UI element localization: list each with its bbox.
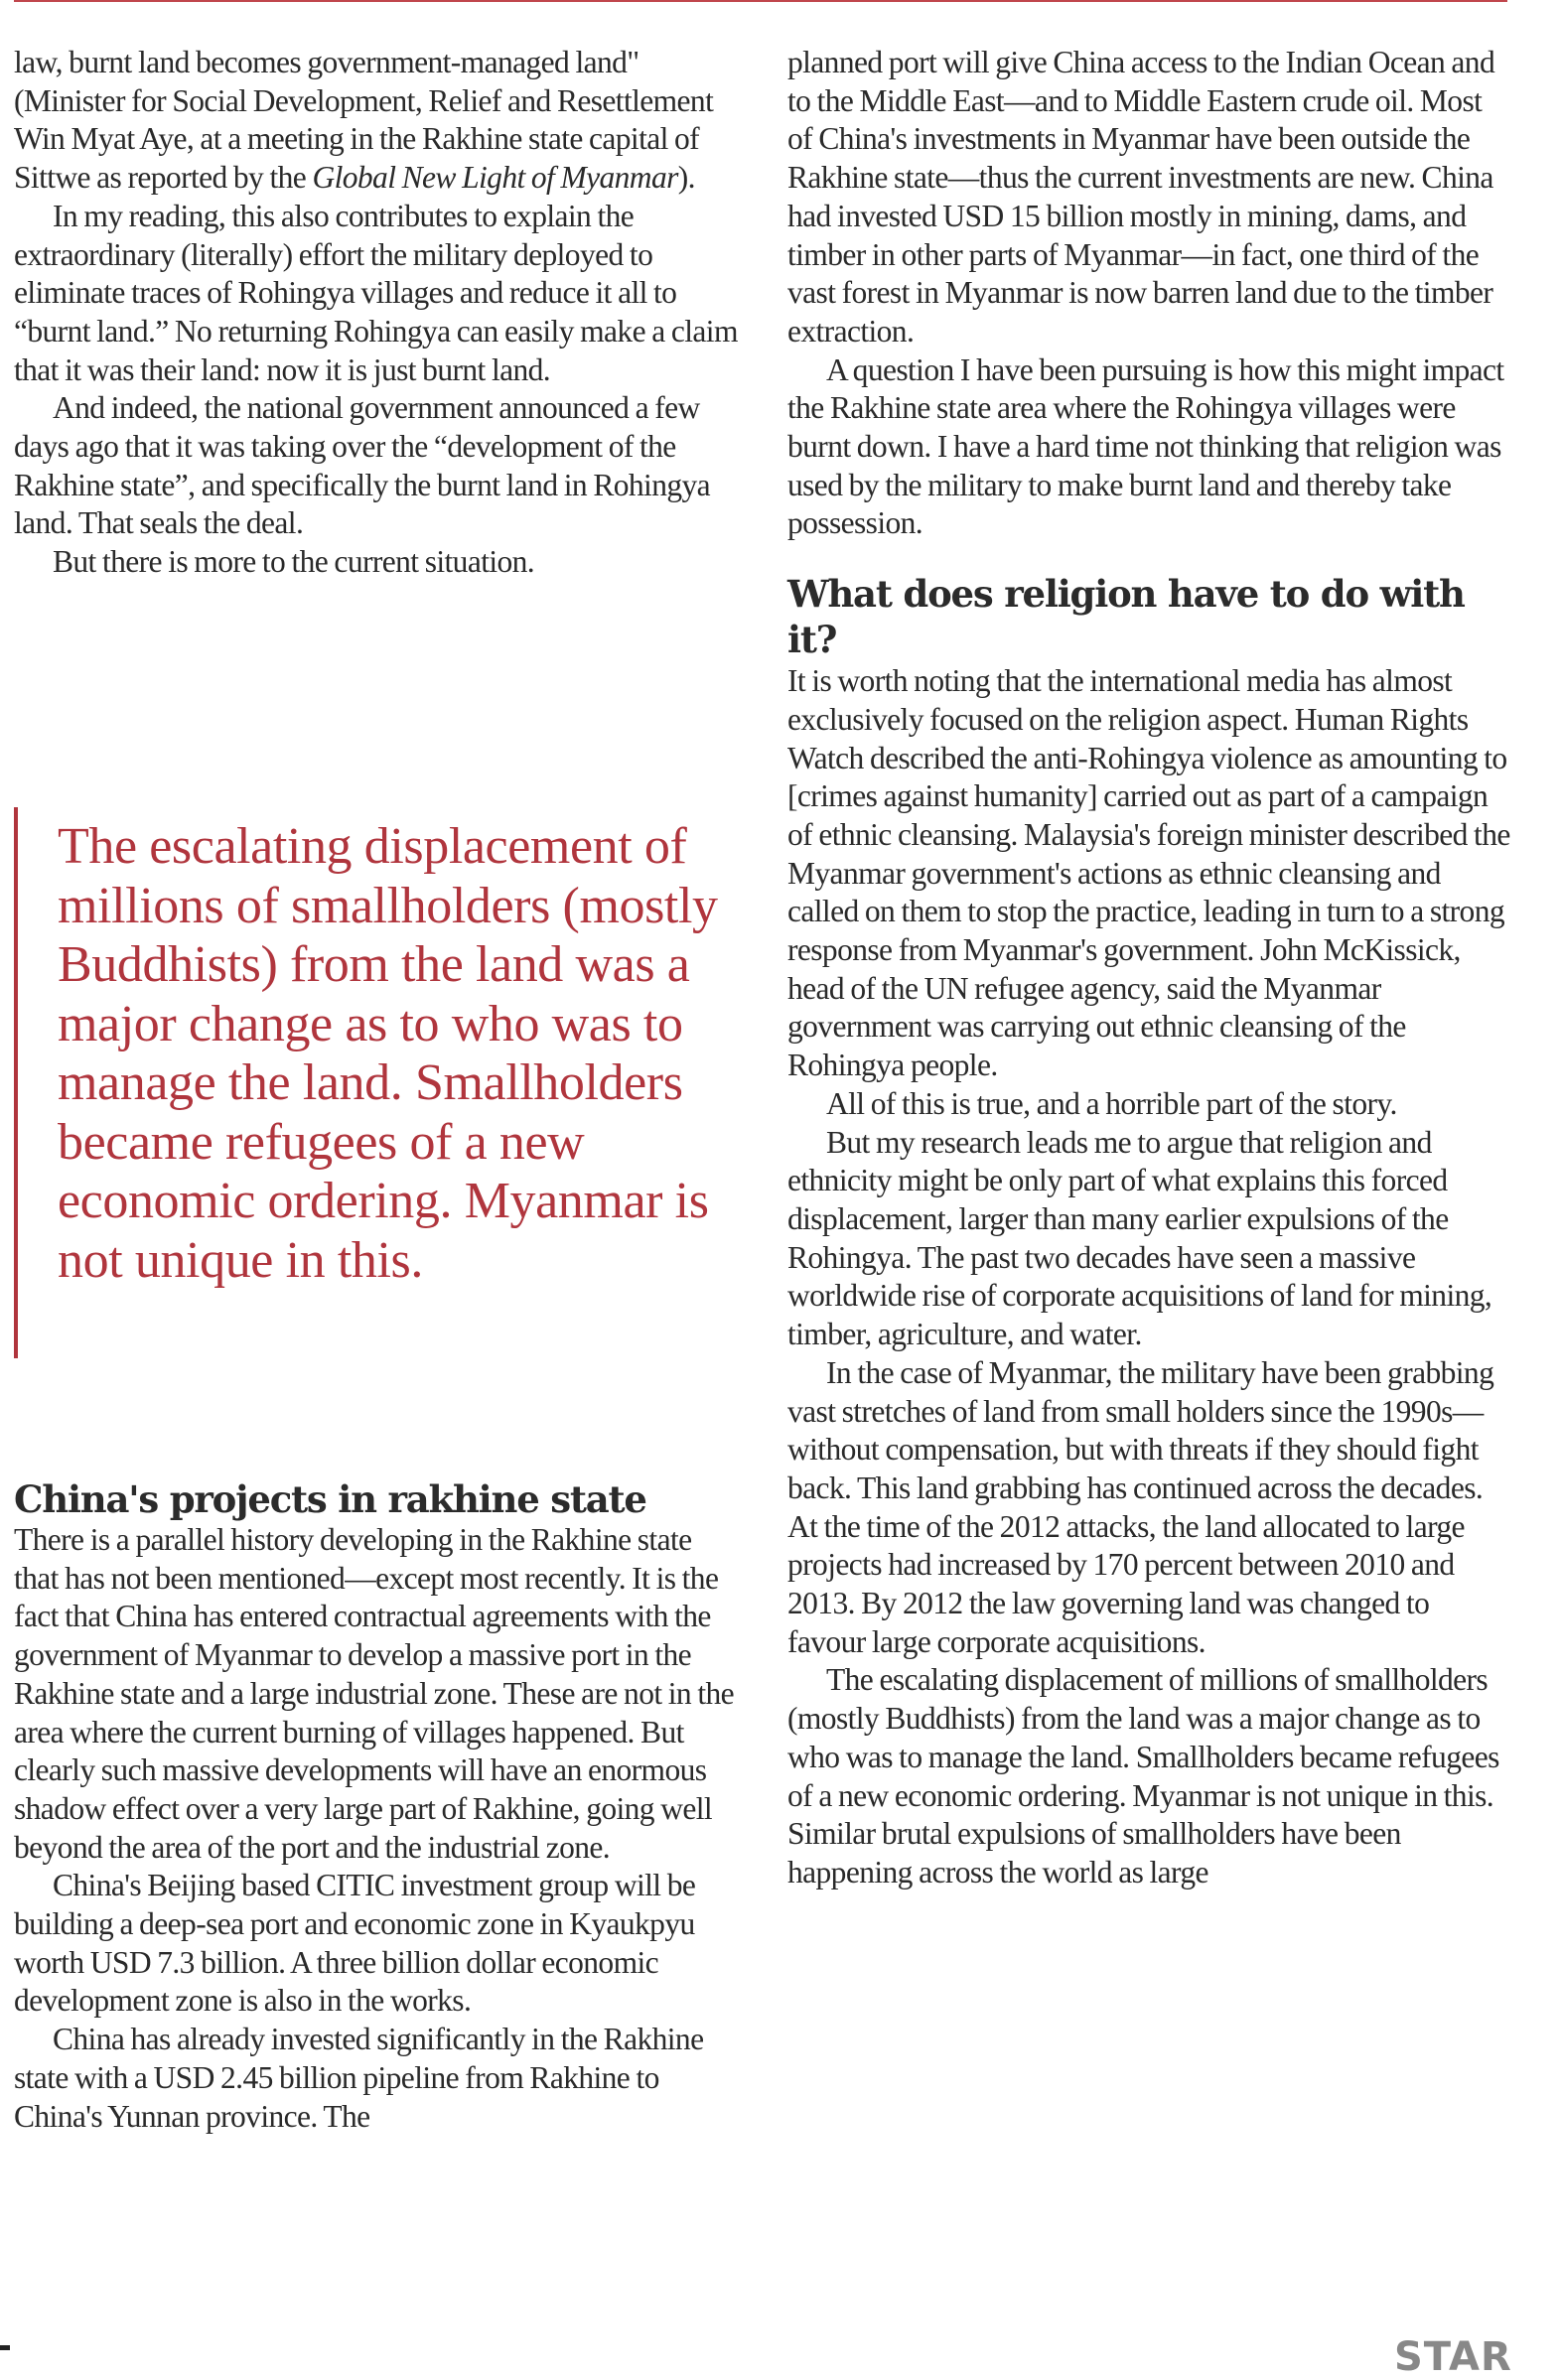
- publication-title: Global New Light of Myanmar: [312, 160, 678, 196]
- pull-quote: [14, 807, 749, 1358]
- article-paragraph: In the case of Myanmar, the military have been grabbing vast stretches of land from small holders since the 1990s—without compensation, but with threats if they should fight back. This land grabbing has continued across the decades. At the time of the 2012 attacks, the land allocated to large projects had increased by 170 percent between 2010 and 2013. By 2012 the law governing land was changed to favour large corporate acquisitions.: [787, 1354, 1494, 1659]
- article-paragraph: China has already invested significantly in the Rakhine state with a USD 2.45 billion pipeline from Rakhine to China's Yunnan province. The: [14, 2022, 704, 2134]
- article-paragraph: But there is more to the current situation.: [53, 544, 535, 580]
- right-column: [787, 44, 1512, 1892]
- section-heading: What does religion have to do with it?: [787, 572, 1465, 662]
- article-paragraph: A question I have been pursuing is how this might impact the Rakhine state area where the Rohingya villages were burnt down. I have a hard time not thinking that religion was used by the military to make burnt land and thereby take possession.: [787, 351, 1504, 541]
- article-paragraph: In my reading, this also contributes to explain the extraordinary (literally) effort the military deployed to eliminate traces of Rohingya villages and reduce it all to “burnt land.” No returning Rohingya can easily make a claim that it was their land: now it is just burnt land.: [14, 198, 738, 387]
- paragraph-text: ).: [677, 160, 695, 196]
- article-paragraph: But my research leads me to argue that religion and ethnicity might be only part of what explains this forced displacement, larger than many earlier expulsions of the Rohingya. The past two decades have seen a massive worldwide rise of corporate acquisitions of land for mining, timber, agriculture, and water.: [787, 1124, 1492, 1352]
- paragraph-text: law, burnt land becomes government-managed land" (Minister for Social Development, Relief and Resettlement Win Myat Aye, at a meeting in the Rakhine state capital of Sittwe as reported by the: [14, 45, 714, 196]
- article-paragraph: All of this is true, and a horrible part of the story.: [826, 1085, 1397, 1121]
- section-heading: China's projects in rakhine state: [14, 1477, 646, 1521]
- article-paragraph: There is a parallel history developing in the Rakhine state that has not been mentioned—except most recently. It is the fact that China has entered contractual agreements with the government of Myanmar to develop a massive port in the Rakhine state and a large industrial zone. These are not in the area where the current burning of villages happened. But clearly such massive developments will have an enormous shadow effect over a very large part of Rakhine, going well beyond the area of the port and the industrial zone.: [14, 1522, 735, 1865]
- footer-mark: [0, 2345, 10, 2350]
- article-paragraph: It is worth noting that the international media has almost exclusively focused on the religion aspect. Human Rights Watch described the anti-Rohingya violence as amounting to [crimes against humanity] carried out as part of a campaign of ethnic cleansing. Malaysia's foreign minister described the Myanmar government's actions as ethnic cleansing and called on them to stop the practice, leading in turn to a strong response from Myanmar's government. John McKissick, head of the UN refugee agency, said the Myanmar government was carrying out ethnic cleansing of the Rohingya people.: [787, 663, 1510, 1083]
- publication-logo: STAR: [1394, 2334, 1512, 2380]
- article-paragraph: The escalating displacement of millions of smallholders (mostly Buddhists) from the land was a major change as to who was to manage the land. Smallholders became refugees of a new economic ordering. Myanmar is not unique in this. Similar brutal expulsions of smallholders have been happening across the world as large: [787, 1662, 1499, 1890]
- pull-quote-text: The escalating displacement of millions of smallholders (mostly Buddhists) from the land was a major change as to who was to manage the land. Smallholders became refugees of a new economic ordering. Myanmar is not unique in this.: [58, 818, 718, 1289]
- left-column: [14, 44, 739, 582]
- article-paragraph: [14, 44, 739, 198]
- section-china-projects: [14, 1477, 739, 2136]
- article-paragraph: planned port will give China access to the Indian Ocean and to the Middle East—and to Middle Eastern crude oil. Most of China's investments in Myanmar have been outside the Rakhine state—thus the current investments are new. China had invested USD 15 billion mostly in mining, dams, and timber in other parts of Myanmar—in fact, one third of the vast forest in Myanmar is now barren land due to the timber extraction.: [787, 45, 1495, 349]
- top-divider-rule: [14, 0, 1507, 2]
- article-paragraph: And indeed, the national government announced a few days ago that it was taking over the “development of the Rakhine state”, and specifically the burnt land in Rohingya land. That seals the deal.: [14, 390, 711, 541]
- article-paragraph: China's Beijing based CITIC investment group will be building a deep-sea port and economic zone in Kyaukpyu worth USD 7.3 billion. A three billion dollar economic development zone is also in the works.: [14, 1868, 696, 2019]
